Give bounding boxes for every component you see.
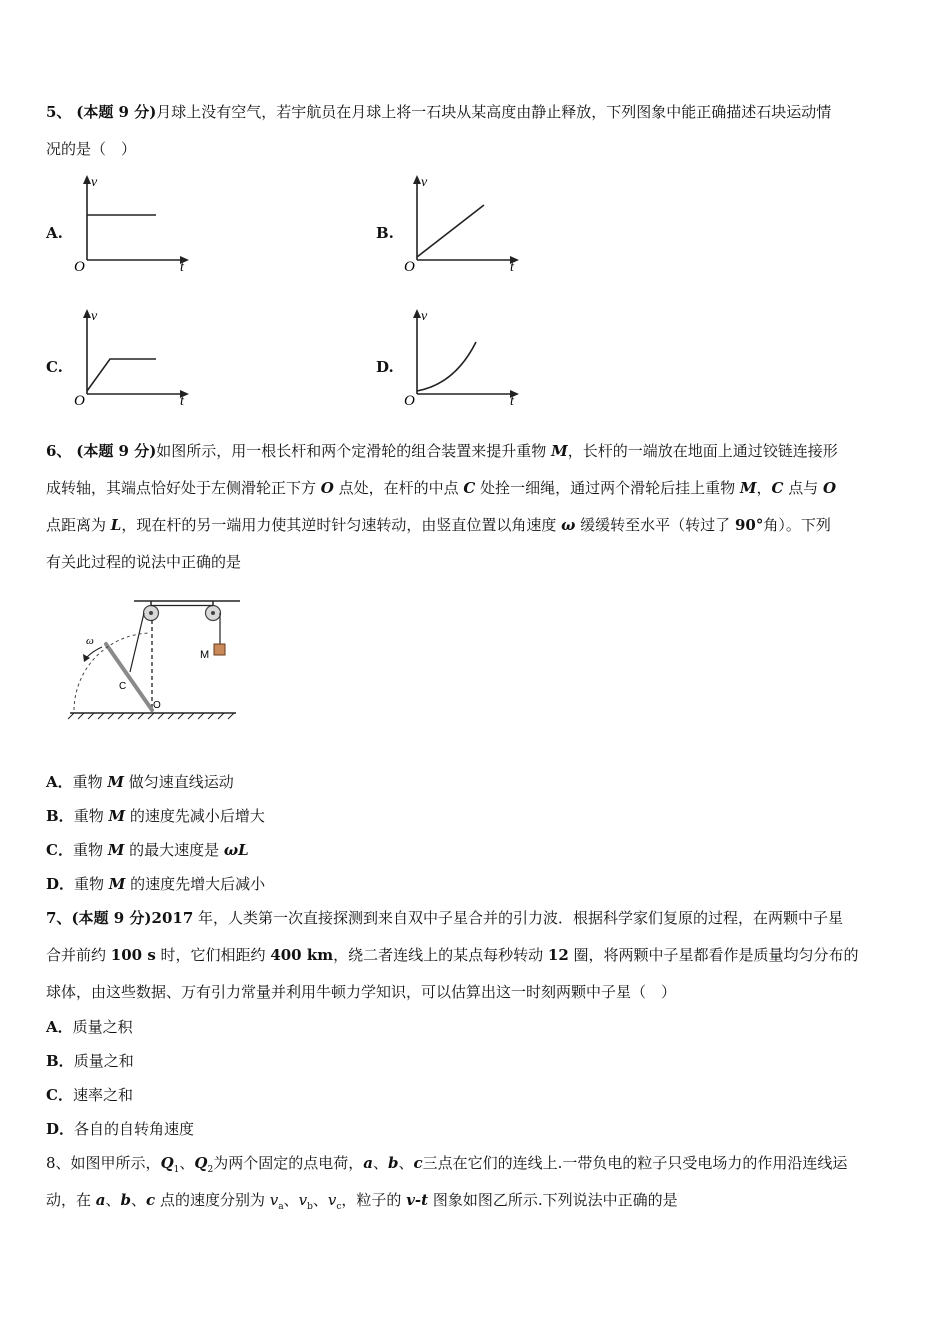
q8-c: c <box>413 1154 423 1172</box>
q8-sep2: 、 <box>372 1154 388 1172</box>
q5-graph-a[interactable] <box>70 172 200 277</box>
q8-b: b <box>387 1154 399 1172</box>
q6-l1a: 如图所示，用一根长杆和两个定滑轮的组合装置来提升重物 <box>156 442 552 460</box>
q7-stem-line3 <box>46 981 676 1002</box>
q6-degrees: 90° <box>734 516 764 534</box>
q5a-axis-t: t <box>180 260 184 275</box>
q6-option-a-post: 做匀速直线运动 <box>124 773 234 791</box>
q6-l2b: 点处，在杆的中点 <box>333 479 464 497</box>
q7-option-c-label: C． <box>46 1086 73 1104</box>
q5-option-c-label[interactable]: C. <box>46 358 63 376</box>
q6-option-a-label: A． <box>46 773 73 791</box>
q8-va: v <box>269 1191 279 1209</box>
q5-score: (本题 9 分) <box>76 103 157 121</box>
q6-var-C: C <box>463 479 476 497</box>
q6-stem-line4 <box>46 551 241 572</box>
q6-option-c-post: 的最大速度是 <box>124 841 224 859</box>
q5-graph-d[interactable] <box>400 306 530 411</box>
q7-option-d-text: 各自的自转角速度 <box>74 1120 195 1138</box>
q5-stem-line1 <box>46 101 831 122</box>
q7-option-b-text: 质量之和 <box>73 1052 134 1070</box>
q6-fig-O: O <box>153 700 161 711</box>
q5c-axis-t: t <box>180 394 184 409</box>
q6-option-a[interactable] <box>46 771 234 792</box>
q7-stem-line1 <box>46 907 843 928</box>
q8-sep5: 、 <box>131 1191 147 1209</box>
q6-option-c-pre: 重物 <box>72 841 108 859</box>
q6-l2c: 处拴一细绳，通过两个滑轮后挂上重物 <box>475 479 740 497</box>
q8-Q2: Q <box>194 1154 208 1172</box>
q6-var-L: L <box>110 516 122 534</box>
q7-l3: 球体，由这些数据、万有引力常量并利用牛顿力学知识，可以估算出这一时刻两颗中子星（ ） <box>46 983 677 1001</box>
q8-a2: a <box>95 1191 106 1209</box>
q6-stem-line3 <box>46 514 831 535</box>
q6-l3a: 点距离为 <box>46 516 111 534</box>
q6-fig-M: M <box>200 649 210 661</box>
q7-turns: 12 <box>547 946 569 964</box>
q5d-axis-t: t <box>510 394 514 409</box>
q6-l2a: 成转轴，其端点恰好处于左侧滑轮正下方 <box>46 479 321 497</box>
q8-Q1: Q <box>160 1154 174 1172</box>
q6-option-c[interactable] <box>46 839 249 860</box>
q6-stem-line2 <box>46 477 836 498</box>
q5-text1: 月球上没有空气，若宇航员在月球上将一石块从某高度由静止释放，下列图象中能正确描述石块运动情 <box>156 103 832 121</box>
q5b-axis-v: v <box>421 175 428 190</box>
q8-sub2: 2 <box>207 1165 214 1175</box>
q8-sep3: 、 <box>398 1154 414 1172</box>
q7-l2e: ，绕二者连线上的某点每秒转动 <box>333 946 548 964</box>
q8-a: a <box>363 1154 373 1172</box>
q6-option-a-pre: 重物 <box>72 773 108 791</box>
q5-number: 5、 <box>46 103 72 121</box>
q7-option-c[interactable] <box>46 1084 133 1105</box>
q8-l2d: 图象如图乙所示.下列说法中正确的是 <box>428 1191 678 1209</box>
q6-var-O: O <box>320 479 334 497</box>
q6-var-M2: M <box>739 479 757 497</box>
q8-l1b: 为两个固定的点电荷， <box>213 1154 364 1172</box>
q5c-origin: O <box>74 393 85 409</box>
q8-sep4: 、 <box>105 1191 121 1209</box>
q6-var-M: M <box>551 442 568 460</box>
q7-distance: 400 km <box>270 946 334 964</box>
weight-m-icon <box>214 644 225 655</box>
q7-number: 7、 <box>46 909 72 927</box>
rod <box>106 644 152 710</box>
q8-l2c: ，粒子的 <box>341 1191 407 1209</box>
q8-stem-line2 <box>46 1189 678 1212</box>
q5-text2: 况的是（ ） <box>46 140 137 158</box>
q7-option-b-label: B． <box>46 1052 74 1070</box>
q7-option-c-text: 速率之和 <box>72 1086 133 1104</box>
q5-option-d-label[interactable]: D. <box>376 358 394 376</box>
q6-score: (本题 9 分) <box>76 442 157 460</box>
q7-option-d[interactable] <box>46 1118 194 1139</box>
q5-option-a-label[interactable]: A. <box>46 224 63 242</box>
q7-stem-line2 <box>46 944 859 965</box>
q6-option-b-var: M <box>108 807 126 825</box>
q7-option-d-label: D． <box>46 1120 75 1138</box>
q7-option-a-text: 质量之积 <box>72 1018 133 1036</box>
q8-sub-a: a <box>278 1202 284 1212</box>
q7-option-a-label: A． <box>46 1018 73 1036</box>
q6-option-d-var: M <box>108 875 126 893</box>
q8-l1c: 三点在它们的连线上.一带负电的粒子只受电场力的作用沿连线运 <box>422 1154 848 1172</box>
q6-option-c-label: C． <box>46 841 73 859</box>
q8-vt: v-t <box>406 1191 429 1209</box>
q6-var-omega: ω <box>561 516 576 534</box>
q5a-origin: O <box>74 259 85 275</box>
q8-stem-line1 <box>46 1152 847 1175</box>
q6-fig-C: C <box>119 681 127 692</box>
q7-l2g: 圈，将两颗中子星都看作是质量均匀分布的 <box>568 946 859 964</box>
q6-l3c: 缓缓转至水平（转过了 <box>575 516 735 534</box>
q8-c2: c <box>146 1191 156 1209</box>
q5-graph-c[interactable] <box>70 306 200 411</box>
q7-l2c: 时，它们相距约 <box>155 946 271 964</box>
q5d-origin: O <box>404 393 415 409</box>
q5a-axis-v: v <box>91 175 98 190</box>
q8-number: 8、 <box>46 1154 71 1172</box>
q8-sep7: 、 <box>312 1191 328 1209</box>
q7-l1b: 年，人类第一次直接探测到来自双中子星合并的引力波．根据科学家们复原的过程，在两颗中子星 <box>193 909 844 927</box>
q8-l1a: 如图甲所示， <box>70 1154 161 1172</box>
q6-fig-omega: ω <box>86 635 94 647</box>
q6-option-b-post: 的速度先减小后增大 <box>125 807 265 825</box>
q8-sep1: 、 <box>179 1154 195 1172</box>
q6-l2d: ， <box>756 479 772 497</box>
q6-option-d-post: 的速度先增大后减小 <box>125 875 266 893</box>
q8-sub1: 1 <box>173 1165 180 1175</box>
q5-stem-line2 <box>46 138 136 159</box>
q6-var-C2: C <box>771 479 784 497</box>
q6-l2e: 点与 <box>783 479 824 497</box>
q7-option-a[interactable] <box>46 1016 133 1037</box>
q5d-axis-v: v <box>421 309 428 324</box>
q6-l3d: 角）。下列 <box>763 516 831 534</box>
q8-sub-b: b <box>307 1202 313 1212</box>
q8-sep6: 、 <box>283 1191 299 1209</box>
q6-var-O2: O <box>823 479 837 497</box>
q6-option-a-var: M <box>107 773 125 791</box>
q5b-axis-t: t <box>510 260 514 275</box>
q6-option-d-pre: 重物 <box>74 875 109 893</box>
q6-option-b-pre: 重物 <box>73 807 109 825</box>
q8-sub-c: c <box>336 1202 342 1212</box>
q5-option-b-label[interactable]: B. <box>376 224 394 242</box>
q6-option-b[interactable] <box>46 805 265 826</box>
q6-option-d-label: D． <box>46 875 75 893</box>
q6-option-c-var: M <box>107 841 125 859</box>
q5c-axis-v: v <box>91 309 98 324</box>
q6-l4: 有关此过程的说法中正确的是 <box>46 553 242 571</box>
q8-vb: v <box>298 1191 308 1209</box>
q6-figure <box>64 592 244 722</box>
q7-l2a: 合并前约 <box>46 946 111 964</box>
q6-l3b: ，现在杆的另一端用力使其逆时针匀速转动，由竖直位置以角速度 <box>121 516 562 534</box>
q8-l2a: 动，在 <box>46 1191 96 1209</box>
q7-option-b[interactable] <box>46 1050 134 1071</box>
q6-option-d[interactable] <box>46 873 265 894</box>
q6-l1b: ，长杆的一端放在地面上通过铰链连接形 <box>567 442 838 460</box>
q7-year: 2017 <box>151 909 194 927</box>
q6-number: 6、 <box>46 442 72 460</box>
q6-option-b-label: B． <box>46 807 74 825</box>
q8-b2: b <box>120 1191 132 1209</box>
q8-vc: v <box>327 1191 337 1209</box>
q5b-origin: O <box>404 259 415 275</box>
q6-option-c-tail: ωL <box>223 841 249 859</box>
q5-graph-b[interactable] <box>400 172 530 277</box>
q6-stem-line1 <box>46 440 838 461</box>
q7-score: (本题 9 分) <box>71 909 152 927</box>
q7-time: 100 s <box>110 946 156 964</box>
q8-l2b: 点的速度分别为 <box>155 1191 270 1209</box>
